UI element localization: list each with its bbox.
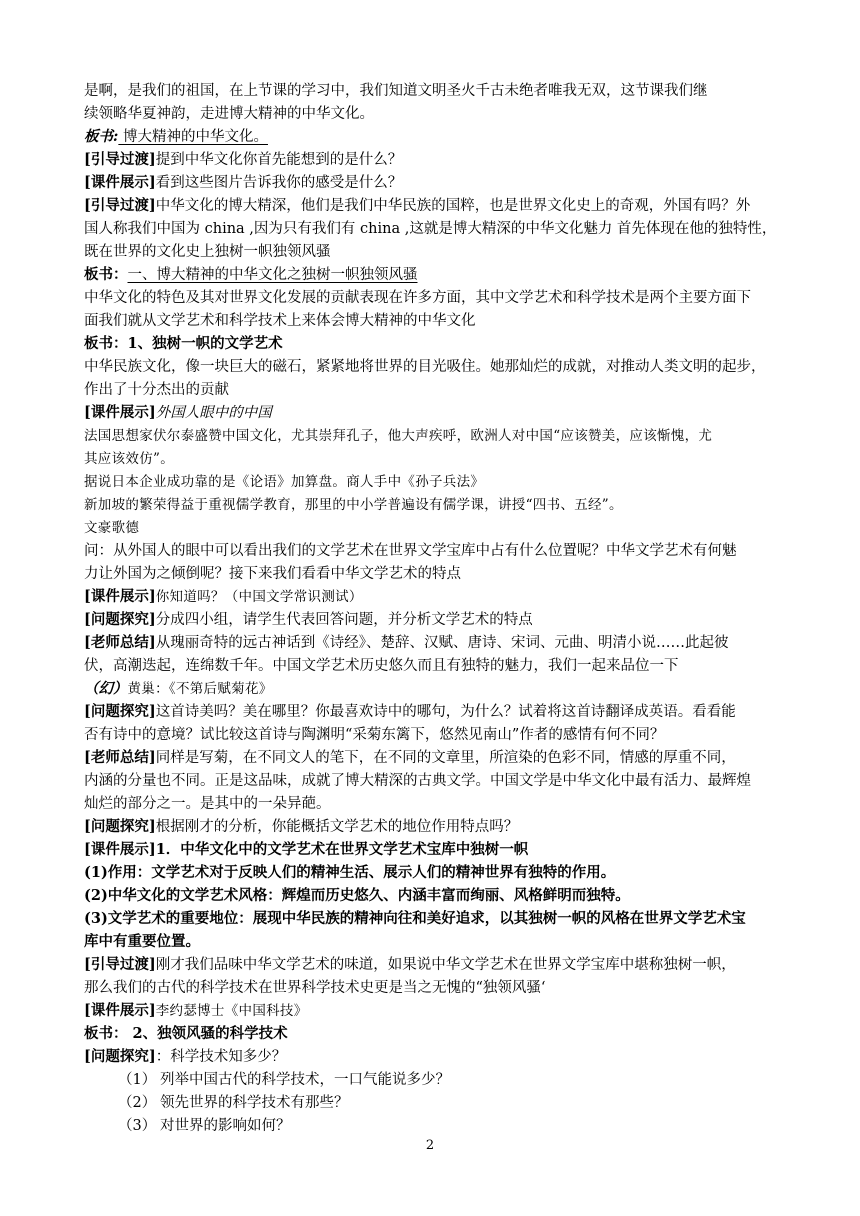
text: 博大精神的中华文化。 [118, 129, 268, 145]
text: 外国人眼中的中国 [155, 405, 272, 421]
label: [课件展示] [84, 174, 156, 191]
label: [引导过渡] [84, 197, 156, 214]
list-number: （3） [118, 1118, 157, 1134]
paragraph-line: 那么我们的古代的科学技术在世界科学技术史更是当之无愧的“独领风骚‘ [84, 980, 546, 996]
paragraph-line: 续领略华夏神韵，走进博大精神的中华文化。 [84, 106, 374, 122]
text: 一、博大精神的中华文化之独树一帜独领风骚 [127, 267, 418, 283]
paragraph-line [84, 701, 784, 723]
list-item [118, 1115, 818, 1137]
paragraph-line: 否有诗中的意境？试比较这首诗与陶渊明“采菊东篱下，悠然见南山”作者的感情有何不同？ [84, 727, 665, 743]
paragraph-line: 灿烂的部分之一。是其中的一朵异葩。 [84, 796, 331, 812]
list-number: （1） [118, 1072, 157, 1088]
text: 刚才我们品味中华文学艺术的味道，如果说中华文学艺术在世界文学宝库中堪称独树一帜， [155, 957, 736, 973]
paragraph-line [84, 747, 784, 769]
list-item [118, 1092, 818, 1114]
text: 看到这些图片告诉我你的感受是什么？ [155, 175, 403, 191]
list-text: 领先世界的科学技术有那些？ [160, 1095, 349, 1111]
label: [问题探究] [84, 818, 156, 835]
label: [问题探究] [84, 703, 156, 720]
paragraph-line: 既在世界的文化史上独树一帜独领风骚 [84, 244, 331, 260]
paragraph-line [84, 1000, 784, 1022]
paragraph-line [84, 172, 784, 194]
paragraph-line [84, 816, 784, 838]
paragraph-line: 面我们就从文学艺术和科学技术上来体会博大精神的中华文化 [84, 313, 476, 329]
paragraph-line [84, 678, 784, 700]
paragraph-line: 是啊，是我们的祖国，在上节课的学习中，我们知道文明圣火千古未绝者唯我无双，这节课我们继 [84, 83, 708, 99]
quote-line: 法国思想家伏尔泰盛赞中国文化，尤其崇拜孔子，他大声疾呼，欧洲人对中国“应该赞美，应该惭愧，尤 [84, 428, 713, 444]
paragraph-line: 问：从外国人的眼中可以看出我们的文学艺术在世界文学宝库中占有什么位置呢？中华文学艺术有何魅 [84, 543, 737, 559]
text: 这首诗美吗？美在哪里？你最喜欢诗中的哪句，为什么？试着将这首诗翻译成英语。看看能 [155, 704, 736, 720]
quote-line: 其应该效仿”。 [84, 451, 175, 467]
text: 提到中华文化你首先能想到的是什么？ [155, 152, 403, 168]
paragraph-line: 伏，高潮迭起，连绵数千年。中国文学艺术历史悠久而且有独特的魅力，我们一起来品位一下 [84, 658, 679, 674]
quote-line: 文豪歌德 [84, 520, 140, 536]
paragraph-line [84, 402, 784, 424]
text: 你知道吗？（中国文学常识测试） [155, 589, 363, 605]
text: 从瑰丽奇特的远古神话到《诗经》、楚辞、汉赋、唐诗、宋词、元曲、明清小说……此起彼 [155, 635, 729, 651]
paragraph-line [84, 954, 784, 976]
paragraph-line: 中华文化的特色及其对世界文化发展的贡献表现在许多方面，其中文学艺术和科学技术是两个主要方面下 [84, 290, 751, 306]
label: [老师总结] [84, 749, 156, 766]
quote-line: 据说日本企业成功靠的是《论语》加算盘。商人手中《孙子兵法》 [84, 474, 485, 490]
label: [问题探究] [84, 1048, 156, 1065]
paragraph-line [84, 195, 784, 217]
quote-line: 新加坡的繁荣得益于重视儒学教育，那里的中小学普遍设有儒学课，讲授“四书、五经”。 [84, 497, 623, 513]
paragraph-line: 中华民族文化，像一块巨大的磁石，紧紧地将世界的目光吸住。她那灿烂的成就，对推动人类文明的起步， [84, 359, 766, 375]
text: 中华文化的博大精深，他们是我们中华民族的国粹，也是世界文化史上的奇观，外国有吗？外 [155, 198, 751, 214]
summary-line: (2)中华文化的文学艺术风格：辉煌而历史悠久、内涵丰富而绚丽、风格鲜明而独特。 [84, 887, 630, 904]
page-number: 2 [425, 1138, 435, 1153]
paragraph-line [84, 586, 784, 608]
blackboard-title [84, 126, 784, 148]
label: 板书: [84, 128, 119, 145]
text: 根据刚才的分析，你能概括文学艺术的地位作用特点吗？ [155, 819, 519, 835]
list-text: 列举中国古代的科学技术，一口气能说多少？ [160, 1072, 450, 1088]
blackboard-heading: 板书：1、独树一帜的文学艺术 [84, 335, 283, 352]
label: [引导过渡] [84, 956, 156, 973]
list-text: 对世界的影响如何？ [160, 1118, 291, 1134]
paragraph-line: 内涵的分量也不同。正是这品味，成就了博大精深的古典文学。中国文学是中华文化中最有活力、最辉煌 [84, 773, 751, 789]
list-number: （2） [118, 1095, 157, 1111]
paragraph-line [84, 1046, 784, 1068]
label: [课件展示] [84, 1002, 156, 1019]
summary-line: (3)文学艺术的重要地位：展现中华民族的精神向往和美好追求，以其独树一帜的风格在世界文学艺术宝 [84, 910, 746, 927]
summary-line: 库中有重要位置。 [84, 933, 200, 950]
label: [问题探究] [84, 611, 156, 628]
paragraph-line: 国人称我们中国为 china ,因为只有我们有 china ,这就是博大精深的中华文化魅力 首先体现在他的独特性， [84, 221, 777, 237]
label: （幻） [84, 680, 128, 697]
label: [课件展示] [84, 588, 156, 605]
text: 李约瑟博士《中国科技》 [155, 1003, 308, 1019]
summary-line: [课件展示]1．中华文化中的文学艺术在世界文学艺术宝库中独树一帜 [84, 841, 529, 858]
text: 同样是写菊，在不同文人的笔下，在不同的文章里，所渲染的色彩不同，情感的厚重不同， [155, 750, 736, 766]
blackboard-heading: 板书： 2、独领风骚的科学技术 [84, 1025, 288, 1042]
paragraph-line [84, 149, 784, 171]
text: 黄巢：《不第后赋菊花》 [127, 681, 273, 697]
label: [老师总结] [84, 634, 156, 651]
label: 板书： [84, 266, 128, 283]
paragraph-line: 作出了十分杰出的贡献 [84, 382, 229, 398]
paragraph-line [84, 609, 784, 631]
text: 分成四小组，请学生代表回答问题，并分析文学艺术的特点 [155, 612, 533, 628]
paragraph-line: 力让外国为之倾倒呢？接下来我们看看中华文学艺术的特点 [84, 566, 461, 582]
label: [课件展示] [84, 404, 156, 421]
paragraph-line [84, 632, 784, 654]
label: [引导过渡] [84, 151, 156, 168]
list-item [118, 1069, 818, 1091]
summary-line: (1)作用：文学艺术对于反映人们的精神生活、展示人们的精神世界有独特的作用。 [84, 864, 616, 881]
blackboard-heading [84, 264, 784, 286]
text: ：科学技术知多少？ [155, 1049, 287, 1065]
